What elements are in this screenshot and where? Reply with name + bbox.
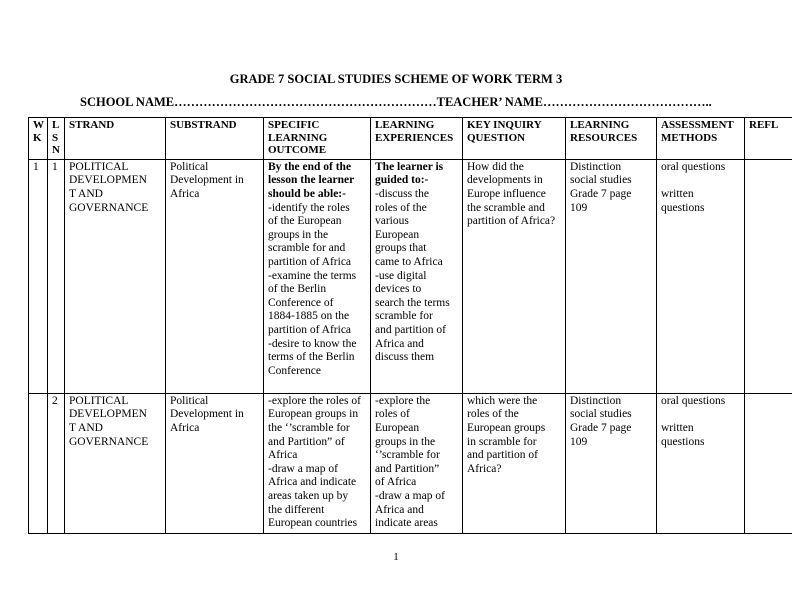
slo-body xyxy=(268,395,367,531)
cell-text-line: of the European xyxy=(268,215,342,228)
cell-text-line: Africa and xyxy=(375,337,424,350)
cell-text-line: STRAND xyxy=(69,119,115,131)
cell-text-line: social studies xyxy=(570,408,632,421)
cell-text-line: Distinction xyxy=(570,394,622,407)
cell-text-line: -use digital xyxy=(375,269,427,282)
cell-week xyxy=(29,393,48,533)
slo-intro xyxy=(268,161,367,202)
cell-text-line: Conference xyxy=(268,364,321,377)
cell-text-line: L xyxy=(52,119,60,131)
cell-text-line: Africa? xyxy=(467,462,502,475)
cell-text-line: OUTCOME xyxy=(268,144,327,157)
cell-substrand xyxy=(166,393,264,533)
cell-learning-experiences xyxy=(371,159,463,393)
cell-text-line: of the Berlin xyxy=(268,283,327,296)
cell-text-line: -desire to know the xyxy=(268,337,357,350)
cell-text-line: various xyxy=(375,215,409,228)
cell-text-line: METHODS xyxy=(661,131,718,144)
exp-intro xyxy=(375,161,459,188)
cell-text-line: the different xyxy=(268,503,325,516)
cell-text-line: Africa xyxy=(268,449,298,462)
cell-text-line: QUESTION xyxy=(467,131,526,144)
cell-text-line: scramble for and xyxy=(268,242,346,255)
assessment-oral xyxy=(661,161,741,175)
cell-text-line: guided to:- xyxy=(375,174,429,187)
cell-text-line: 1 xyxy=(52,160,58,173)
cell-text-line: -discuss the xyxy=(375,187,429,200)
cell-text-line: LEARNING xyxy=(268,131,328,144)
cell-text-line: European groups in xyxy=(268,408,359,421)
slo-body xyxy=(268,202,367,379)
cell-text-line: partition of Africa xyxy=(268,255,352,268)
assessment-written xyxy=(661,188,741,215)
cell-assessment-methods xyxy=(657,159,745,393)
assessment-oral xyxy=(661,395,741,409)
cell-text-line: European xyxy=(375,228,420,241)
cell-text-line: written xyxy=(661,421,694,434)
cell-text-line: POLITICAL xyxy=(69,394,129,407)
cell-text-line: SPECIFIC xyxy=(268,119,320,131)
table-row xyxy=(29,393,792,533)
cell-text-line: social studies xyxy=(570,174,632,187)
cell-text-line: Political xyxy=(170,394,209,407)
cell-text-line: GOVERNANCE xyxy=(69,201,149,214)
school-teacher-line: SCHOOL NAME………………………………………………………TEACHER’ NAME………………………………….. xyxy=(80,95,712,109)
table-row xyxy=(29,159,792,393)
cell-specific-learning-outcome xyxy=(264,393,371,533)
cell-text-line: Development in xyxy=(170,174,244,187)
cell-reflection xyxy=(745,393,792,533)
cell-text-line: 1884-1885 on the xyxy=(268,310,350,323)
header-strand xyxy=(65,118,166,160)
cell-text-line: Conference of xyxy=(268,296,334,309)
cell-text-line: T AND xyxy=(69,421,103,434)
cell-text-line: W xyxy=(33,119,44,131)
header-wk xyxy=(29,118,48,160)
exp-body xyxy=(375,395,459,531)
cell-text-line: N xyxy=(52,144,60,157)
cell-text-line: came to Africa xyxy=(375,255,443,268)
cell-text-line: GOVERNANCE xyxy=(69,435,149,448)
cell-text-line: the scramble and xyxy=(467,201,545,214)
assessment-written xyxy=(661,422,741,449)
cell-text-line: developments in xyxy=(467,174,543,187)
cell-text-line: 109 xyxy=(570,435,588,448)
cell-key-inquiry-question xyxy=(463,159,566,393)
cell-text-line: How did the xyxy=(467,160,524,173)
cell-text-line: devices to xyxy=(375,283,422,296)
cell-learning-resources xyxy=(566,159,657,393)
cell-text-line: groups that xyxy=(375,242,427,255)
cell-text-line: REFL xyxy=(749,119,779,131)
cell-text-line: 2 xyxy=(52,394,58,407)
cell-text-line: -explore the xyxy=(375,394,431,407)
cell-text-line: SUBSTRAND xyxy=(170,119,237,131)
cell-text-line: LEARNING xyxy=(375,119,435,131)
cell-lesson xyxy=(48,159,65,393)
cell-text-line: search the terms xyxy=(375,296,450,309)
cell-text-line: RESOURCES xyxy=(570,131,638,144)
cell-text-line: -identify the roles xyxy=(268,201,350,214)
cell-text-line: T AND xyxy=(69,187,103,200)
cell-text-line: European xyxy=(375,421,420,434)
cell-text-line: scramble for xyxy=(375,310,433,323)
cell-text-line: partition of Africa? xyxy=(467,215,556,228)
cell-text-line: DEVELOPMEN xyxy=(69,408,147,421)
cell-learning-experiences xyxy=(371,393,463,533)
cell-text-line: Grade 7 page xyxy=(570,421,632,434)
cell-specific-learning-outcome xyxy=(264,159,371,393)
cell-text-line: 1 xyxy=(33,160,39,173)
cell-text-line: K xyxy=(33,131,42,144)
cell-text-line: Africa and indicate xyxy=(268,476,357,489)
cell-text-line: Distinction xyxy=(570,160,622,173)
cell-assessment-methods xyxy=(657,393,745,533)
document-title: GRADE 7 SOCIAL STUDIES SCHEME OF WORK TERM 3 xyxy=(229,72,563,86)
cell-text-line: discuss them xyxy=(375,351,435,364)
cell-strand xyxy=(65,393,166,533)
cell-text-line: lesson the learner xyxy=(268,174,355,187)
cell-text-line: Africa xyxy=(170,421,200,434)
cell-text-line: roles of the xyxy=(467,408,519,421)
cell-text-line: Development in xyxy=(170,408,244,421)
cell-text-line: Europe influence xyxy=(467,187,546,200)
cell-text-line: -examine the terms xyxy=(268,269,357,282)
scheme-table xyxy=(28,117,792,534)
header-key-inquiry-question xyxy=(463,118,566,160)
cell-text-line: areas taken up by xyxy=(268,489,349,502)
header-substrand xyxy=(166,118,264,160)
cell-text-line: and Partition” xyxy=(375,462,440,475)
cell-text-line: -draw a map of xyxy=(375,489,445,502)
cell-text-line: of Africa xyxy=(375,476,417,489)
cell-text-line: Africa and xyxy=(375,503,424,516)
header-lsn xyxy=(48,118,65,160)
cell-text-line: POLITICAL xyxy=(69,160,129,173)
header-learning-experiences xyxy=(371,118,463,160)
cell-text-line: questions xyxy=(661,435,705,448)
cell-text-line: Africa xyxy=(170,187,200,200)
cell-text-line: DEVELOPMEN xyxy=(69,174,147,187)
cell-text-line: terms of the Berlin xyxy=(268,351,355,364)
cell-text-line: which were the xyxy=(467,394,538,407)
cell-text-line: -explore the roles of xyxy=(268,394,361,407)
cell-text-line: European groups xyxy=(467,421,546,434)
exp-body xyxy=(375,188,459,365)
page-number: 1 xyxy=(393,551,399,563)
cell-text-line: oral questions xyxy=(661,160,726,173)
cell-text-line: indicate areas xyxy=(375,517,438,530)
cell-text-line: roles of xyxy=(375,408,410,421)
cell-lesson xyxy=(48,393,65,533)
cell-reflection xyxy=(745,159,792,393)
cell-text-line: Political xyxy=(170,160,209,173)
cell-text-line: written xyxy=(661,187,694,200)
cell-text-line: and partition of xyxy=(375,323,446,336)
cell-text-line: ASSESSMENT xyxy=(661,119,734,131)
cell-text-line: the ‘’scramble for xyxy=(268,421,350,434)
cell-text-line: roles of the xyxy=(375,201,427,214)
cell-text-line: EXPERIENCES xyxy=(375,131,454,144)
cell-text-line: ‘’scramble for xyxy=(375,449,440,462)
cell-text-line: KEY INQUIRY xyxy=(467,119,542,131)
cell-text-line: partition of Africa xyxy=(268,323,352,336)
cell-text-line: The learner is xyxy=(375,160,444,173)
cell-text-line: and partition of xyxy=(467,449,538,462)
cell-text-line: S xyxy=(52,131,59,144)
cell-text-line: in scramble for xyxy=(467,435,537,448)
cell-text-line: European countries xyxy=(268,517,358,530)
cell-text-line: -draw a map of xyxy=(268,462,338,475)
cell-text-line: questions xyxy=(661,201,705,214)
cell-text-line: oral questions xyxy=(661,394,726,407)
cell-learning-resources xyxy=(566,393,657,533)
header-row xyxy=(29,118,792,160)
cell-text-line: groups in the xyxy=(375,435,436,448)
header-reflection xyxy=(745,118,792,160)
header-assessment-methods xyxy=(657,118,745,160)
cell-text-line: and Partition” of xyxy=(268,435,345,448)
cell-text-line: groups in the xyxy=(268,228,329,241)
cell-text-line: LEARNING xyxy=(570,119,630,131)
cell-text-line: Grade 7 page xyxy=(570,187,632,200)
cell-week xyxy=(29,159,48,393)
cell-text-line: should be able:- xyxy=(268,187,346,200)
cell-strand xyxy=(65,159,166,393)
cell-text-line: By the end of the xyxy=(268,160,352,173)
header-learning-resources xyxy=(566,118,657,160)
cell-substrand xyxy=(166,159,264,393)
header-specific-learning-outcome xyxy=(264,118,371,160)
cell-text-line: 109 xyxy=(570,201,588,214)
cell-key-inquiry-question xyxy=(463,393,566,533)
